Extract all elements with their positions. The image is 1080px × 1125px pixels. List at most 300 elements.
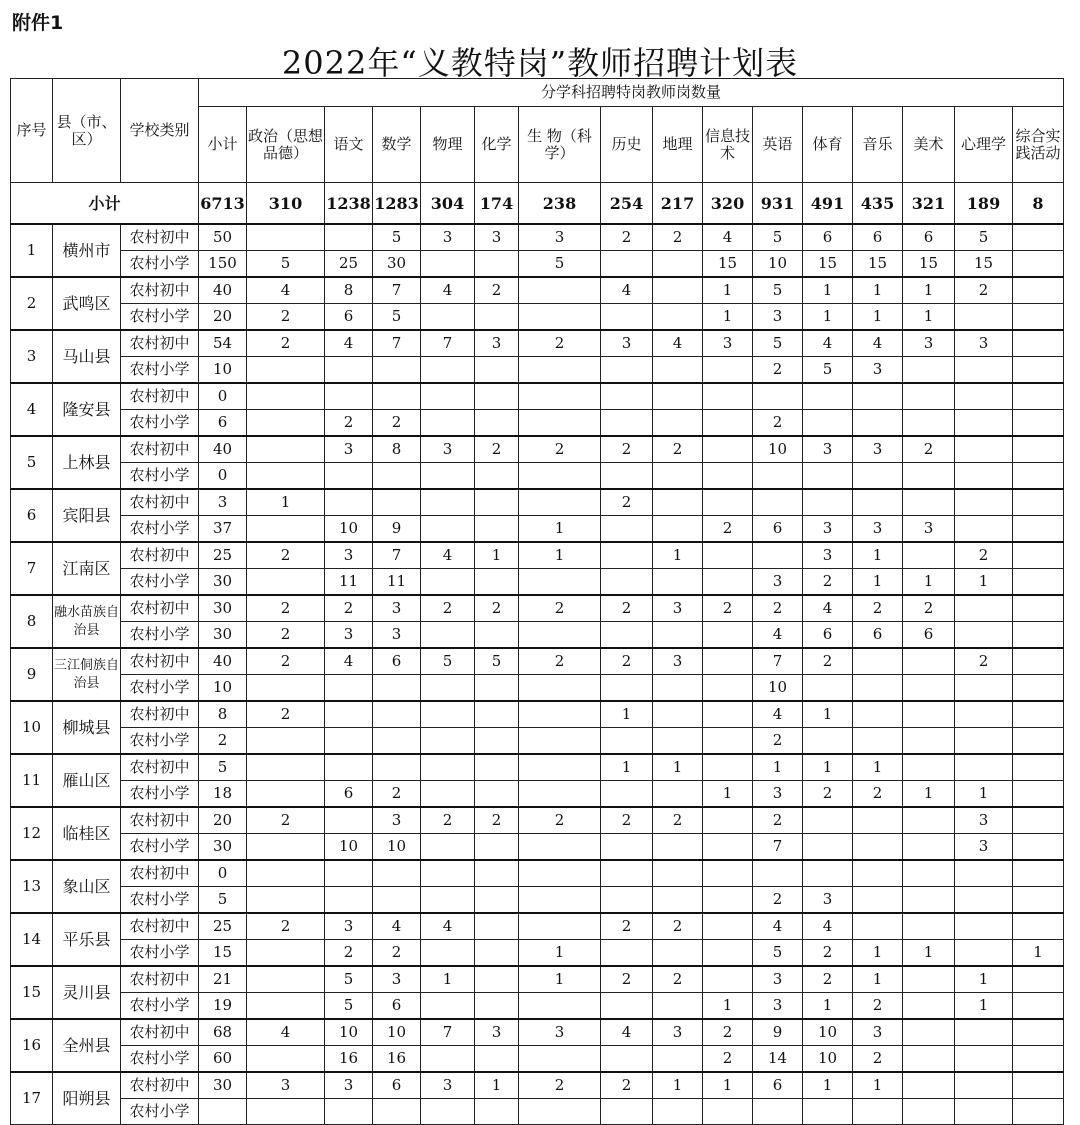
cell-value (703, 754, 753, 781)
cell-value: 2 (955, 542, 1013, 569)
cell-value: 18 (199, 781, 247, 808)
cell-value: 1 (903, 304, 955, 331)
cell-value (601, 622, 653, 649)
subtotal-value: 931 (753, 183, 803, 225)
cell-value: 16 (325, 1046, 373, 1073)
row-school-type: 农村初中 (121, 489, 199, 516)
row-seq: 4 (11, 383, 53, 436)
row-seq: 12 (11, 807, 53, 860)
cell-value (853, 489, 903, 516)
cell-value: 15 (803, 251, 853, 278)
header-subject: 信息技术 (703, 107, 753, 183)
cell-value: 2 (601, 807, 653, 834)
cell-value (653, 304, 703, 331)
cell-value (653, 701, 703, 728)
cell-value: 2 (853, 781, 903, 808)
cell-value: 1 (803, 277, 853, 304)
cell-value (955, 860, 1013, 887)
cell-value: 1 (475, 1072, 519, 1099)
cell-value (247, 728, 325, 755)
cell-value: 54 (199, 330, 247, 357)
cell-value: 15 (199, 940, 247, 967)
cell-value: 11 (373, 569, 421, 596)
cell-value (325, 357, 373, 384)
cell-value (475, 383, 519, 410)
cell-value (475, 516, 519, 543)
cell-value: 4 (803, 595, 853, 622)
cell-value: 2 (803, 781, 853, 808)
cell-value: 2 (247, 701, 325, 728)
row-county: 上林县 (53, 436, 121, 489)
cell-value (803, 410, 853, 437)
cell-value (421, 1099, 475, 1125)
cell-value (519, 410, 601, 437)
cell-value (1013, 489, 1064, 516)
cell-value: 5 (373, 304, 421, 331)
cell-value (853, 463, 903, 490)
cell-value (703, 834, 753, 861)
table-row (11, 304, 1064, 331)
row-school-type: 农村小学 (121, 887, 199, 914)
cell-value (1013, 887, 1064, 914)
cell-value (601, 569, 653, 596)
cell-value (519, 277, 601, 304)
cell-value: 2 (247, 648, 325, 675)
cell-value (247, 887, 325, 914)
subtotal-value: 1283 (373, 183, 421, 225)
cell-value (325, 807, 373, 834)
cell-value: 1 (803, 993, 853, 1020)
cell-value (1013, 913, 1064, 940)
row-seq: 11 (11, 754, 53, 807)
cell-value: 1 (903, 781, 955, 808)
cell-value (703, 966, 753, 993)
cell-value: 4 (803, 330, 853, 357)
recruitment-plan-table (10, 78, 1064, 1125)
cell-value (703, 887, 753, 914)
header-subject: 心理学 (955, 107, 1013, 183)
cell-value (903, 1046, 955, 1073)
cell-value (325, 701, 373, 728)
cell-value: 1 (955, 569, 1013, 596)
cell-value (519, 569, 601, 596)
table-row (11, 781, 1064, 808)
cell-value (601, 887, 653, 914)
cell-value (753, 860, 803, 887)
cell-value (853, 860, 903, 887)
cell-value: 3 (373, 622, 421, 649)
row-school-type: 农村初中 (121, 913, 199, 940)
cell-value (703, 463, 753, 490)
cell-value: 6 (325, 781, 373, 808)
header-subject: 物理 (421, 107, 475, 183)
cell-value (703, 728, 753, 755)
cell-value: 1 (803, 1072, 853, 1099)
cell-value (803, 807, 853, 834)
attachment-label: 附件1 (12, 12, 64, 34)
cell-value (519, 728, 601, 755)
cell-value: 16 (373, 1046, 421, 1073)
cell-value: 30 (373, 251, 421, 278)
cell-value: 2 (853, 993, 903, 1020)
cell-value (421, 993, 475, 1020)
cell-value (955, 622, 1013, 649)
cell-value: 2 (653, 436, 703, 463)
cell-value (1013, 1072, 1064, 1099)
cell-value (803, 728, 853, 755)
cell-value (903, 357, 955, 384)
cell-value: 2 (753, 595, 803, 622)
cell-value (803, 675, 853, 702)
cell-value (853, 675, 903, 702)
cell-value (1013, 966, 1064, 993)
cell-value (703, 410, 753, 437)
cell-value (653, 463, 703, 490)
cell-value (475, 781, 519, 808)
cell-value: 5 (325, 966, 373, 993)
cell-value: 5 (753, 224, 803, 251)
subtotal-value: 304 (421, 183, 475, 225)
cell-value (519, 463, 601, 490)
cell-value: 1 (519, 966, 601, 993)
cell-value (903, 834, 955, 861)
header-subject: 美术 (903, 107, 955, 183)
header-subject: 英语 (753, 107, 803, 183)
cell-value: 10 (803, 1019, 853, 1046)
cell-value: 5 (753, 277, 803, 304)
cell-value (519, 993, 601, 1020)
cell-value (753, 383, 803, 410)
cell-value: 4 (247, 1019, 325, 1046)
cell-value: 2 (475, 807, 519, 834)
cell-value (853, 701, 903, 728)
cell-value: 2 (753, 887, 803, 914)
cell-value: 5 (475, 648, 519, 675)
cell-value (703, 940, 753, 967)
cell-value: 1 (421, 966, 475, 993)
cell-value (475, 993, 519, 1020)
cell-value (601, 993, 653, 1020)
cell-value: 2 (653, 807, 703, 834)
cell-value: 2 (653, 913, 703, 940)
cell-value (373, 701, 421, 728)
cell-value: 1 (519, 940, 601, 967)
cell-value: 1 (475, 542, 519, 569)
cell-value: 3 (519, 224, 601, 251)
cell-value (519, 834, 601, 861)
cell-value: 3 (903, 330, 955, 357)
table-row (11, 940, 1064, 967)
table-row (11, 807, 1064, 834)
row-school-type: 农村初中 (121, 595, 199, 622)
row-seq: 9 (11, 648, 53, 701)
cell-value: 3 (199, 489, 247, 516)
cell-value (653, 675, 703, 702)
subtotal-value: 320 (703, 183, 753, 225)
cell-value (653, 357, 703, 384)
cell-value (955, 887, 1013, 914)
cell-value: 5 (753, 940, 803, 967)
row-county: 柳城县 (53, 701, 121, 754)
cell-value: 2 (247, 542, 325, 569)
cell-value (703, 569, 753, 596)
cell-value (955, 489, 1013, 516)
cell-value (247, 993, 325, 1020)
cell-value: 2 (753, 357, 803, 384)
cell-value: 3 (421, 436, 475, 463)
cell-value: 5 (955, 224, 1013, 251)
cell-value (601, 383, 653, 410)
header-subject: 地理 (653, 107, 703, 183)
cell-value (653, 940, 703, 967)
cell-value: 3 (803, 887, 853, 914)
row-school-type: 农村小学 (121, 410, 199, 437)
cell-value: 4 (601, 1019, 653, 1046)
cell-value (1013, 463, 1064, 490)
cell-value (519, 913, 601, 940)
cell-value (1013, 569, 1064, 596)
cell-value: 19 (199, 993, 247, 1020)
cell-value: 6 (325, 304, 373, 331)
row-school-type: 农村小学 (121, 1099, 199, 1125)
cell-value (1013, 251, 1064, 278)
cell-value (903, 966, 955, 993)
row-county: 隆安县 (53, 383, 121, 436)
table-row (11, 383, 1064, 410)
cell-value (247, 675, 325, 702)
row-county: 融水苗族自治县 (53, 595, 121, 648)
cell-value: 3 (653, 1019, 703, 1046)
cell-value (903, 993, 955, 1020)
cell-value: 2 (373, 940, 421, 967)
cell-value (247, 781, 325, 808)
subtotal-value: 321 (903, 183, 955, 225)
table-row (11, 489, 1064, 516)
table-row (11, 993, 1064, 1020)
cell-value (475, 1046, 519, 1073)
cell-value (903, 410, 955, 437)
cell-value (1013, 304, 1064, 331)
cell-value: 5 (247, 251, 325, 278)
cell-value (421, 489, 475, 516)
cell-value: 2 (601, 436, 653, 463)
cell-value: 2 (703, 1019, 753, 1046)
table-row (11, 834, 1064, 861)
cell-value: 6 (753, 1072, 803, 1099)
header-subject: 历史 (601, 107, 653, 183)
cell-value (1013, 357, 1064, 384)
cell-value: 7 (373, 330, 421, 357)
cell-value: 3 (803, 516, 853, 543)
cell-value (421, 304, 475, 331)
table-row (11, 410, 1064, 437)
cell-value: 4 (421, 542, 475, 569)
cell-value (421, 701, 475, 728)
row-county: 宾阳县 (53, 489, 121, 542)
cell-value: 37 (199, 516, 247, 543)
cell-value (475, 675, 519, 702)
row-seq: 5 (11, 436, 53, 489)
row-school-type: 农村小学 (121, 834, 199, 861)
cell-value (1013, 648, 1064, 675)
cell-value: 1 (853, 277, 903, 304)
cell-value (803, 463, 853, 490)
row-school-type: 农村小学 (121, 357, 199, 384)
cell-value (903, 860, 955, 887)
cell-value: 2 (601, 1072, 653, 1099)
cell-value (601, 304, 653, 331)
cell-value: 6 (903, 224, 955, 251)
cell-value: 2 (653, 966, 703, 993)
cell-value (247, 569, 325, 596)
cell-value: 2 (421, 807, 475, 834)
cell-value: 4 (703, 224, 753, 251)
cell-value (955, 675, 1013, 702)
row-seq: 6 (11, 489, 53, 542)
cell-value: 25 (199, 542, 247, 569)
cell-value: 2 (601, 224, 653, 251)
cell-value (653, 516, 703, 543)
cell-value (519, 489, 601, 516)
cell-value: 2 (753, 728, 803, 755)
cell-value (955, 410, 1013, 437)
table-row (11, 966, 1064, 993)
cell-value: 10 (753, 436, 803, 463)
cell-value: 3 (853, 436, 903, 463)
row-school-type: 农村小学 (121, 781, 199, 808)
cell-value (421, 410, 475, 437)
table-row (11, 569, 1064, 596)
cell-value (1013, 436, 1064, 463)
cell-value: 3 (475, 224, 519, 251)
cell-value: 2 (703, 595, 753, 622)
cell-value (1013, 675, 1064, 702)
cell-value: 2 (753, 807, 803, 834)
row-school-type: 农村初中 (121, 701, 199, 728)
row-county: 马山县 (53, 330, 121, 383)
cell-value: 10 (325, 1019, 373, 1046)
cell-value (703, 489, 753, 516)
row-county: 阳朔县 (53, 1072, 121, 1125)
cell-value (373, 887, 421, 914)
cell-value (1013, 993, 1064, 1020)
row-school-type: 农村初中 (121, 542, 199, 569)
row-school-type: 农村初中 (121, 966, 199, 993)
cell-value: 4 (753, 622, 803, 649)
row-school-type: 农村小学 (121, 516, 199, 543)
cell-value (653, 622, 703, 649)
cell-value: 2 (247, 330, 325, 357)
cell-value: 3 (325, 436, 373, 463)
cell-value: 7 (421, 1019, 475, 1046)
cell-value: 6 (753, 516, 803, 543)
cell-value: 10 (325, 516, 373, 543)
cell-value (955, 1072, 1013, 1099)
cell-value (601, 357, 653, 384)
cell-value: 6 (373, 993, 421, 1020)
cell-value (903, 463, 955, 490)
header-subject: 语文 (325, 107, 373, 183)
cell-value: 2 (653, 224, 703, 251)
table-row (11, 860, 1064, 887)
cell-value: 1 (1013, 940, 1064, 967)
cell-value: 1 (601, 754, 653, 781)
cell-value (853, 887, 903, 914)
cell-value (475, 701, 519, 728)
cell-value: 1 (955, 966, 1013, 993)
cell-value (853, 834, 903, 861)
cell-value: 0 (199, 383, 247, 410)
row-school-type: 农村初中 (121, 436, 199, 463)
cell-value (247, 224, 325, 251)
cell-value: 8 (373, 436, 421, 463)
header-subject: 化学 (475, 107, 519, 183)
cell-value: 2 (519, 595, 601, 622)
subtotal-value: 1238 (325, 183, 373, 225)
cell-value: 8 (199, 701, 247, 728)
cell-value (421, 781, 475, 808)
row-seq: 15 (11, 966, 53, 1019)
cell-value: 2 (703, 516, 753, 543)
header-subject-group: 分学科招聘特岗教师岗数量 (199, 79, 1064, 107)
cell-value: 1 (753, 754, 803, 781)
cell-value (519, 1099, 601, 1125)
cell-value (421, 887, 475, 914)
row-school-type: 农村小学 (121, 304, 199, 331)
cell-value (1013, 542, 1064, 569)
table-row (11, 1046, 1064, 1073)
cell-value (373, 463, 421, 490)
cell-value: 4 (803, 913, 853, 940)
cell-value: 2 (753, 410, 803, 437)
cell-value (703, 1099, 753, 1125)
subtotal-value: 8 (1013, 183, 1064, 225)
row-seq: 16 (11, 1019, 53, 1072)
cell-value (475, 860, 519, 887)
row-county: 象山区 (53, 860, 121, 913)
cell-value: 15 (703, 251, 753, 278)
row-school-type: 农村初中 (121, 807, 199, 834)
cell-value: 2 (519, 436, 601, 463)
cell-value: 2 (247, 595, 325, 622)
cell-value (955, 304, 1013, 331)
cell-value: 2 (601, 966, 653, 993)
cell-value: 1 (803, 701, 853, 728)
table-row (11, 357, 1064, 384)
cell-value: 3 (853, 1019, 903, 1046)
cell-value: 20 (199, 807, 247, 834)
header-school-type: 学校类别 (121, 79, 199, 183)
cell-value (1013, 622, 1064, 649)
row-seq: 7 (11, 542, 53, 595)
cell-value: 2 (475, 436, 519, 463)
cell-value (1013, 410, 1064, 437)
cell-value (803, 383, 853, 410)
row-county: 临桂区 (53, 807, 121, 860)
cell-value (955, 1099, 1013, 1125)
cell-value: 2 (475, 277, 519, 304)
cell-value (247, 463, 325, 490)
cell-value: 1 (955, 993, 1013, 1020)
subtotal-value: 189 (955, 183, 1013, 225)
row-county: 平乐县 (53, 913, 121, 966)
row-school-type: 农村小学 (121, 463, 199, 490)
cell-value (601, 1099, 653, 1125)
cell-value (903, 542, 955, 569)
cell-value (325, 1099, 373, 1125)
cell-value (475, 834, 519, 861)
cell-value: 5 (199, 887, 247, 914)
